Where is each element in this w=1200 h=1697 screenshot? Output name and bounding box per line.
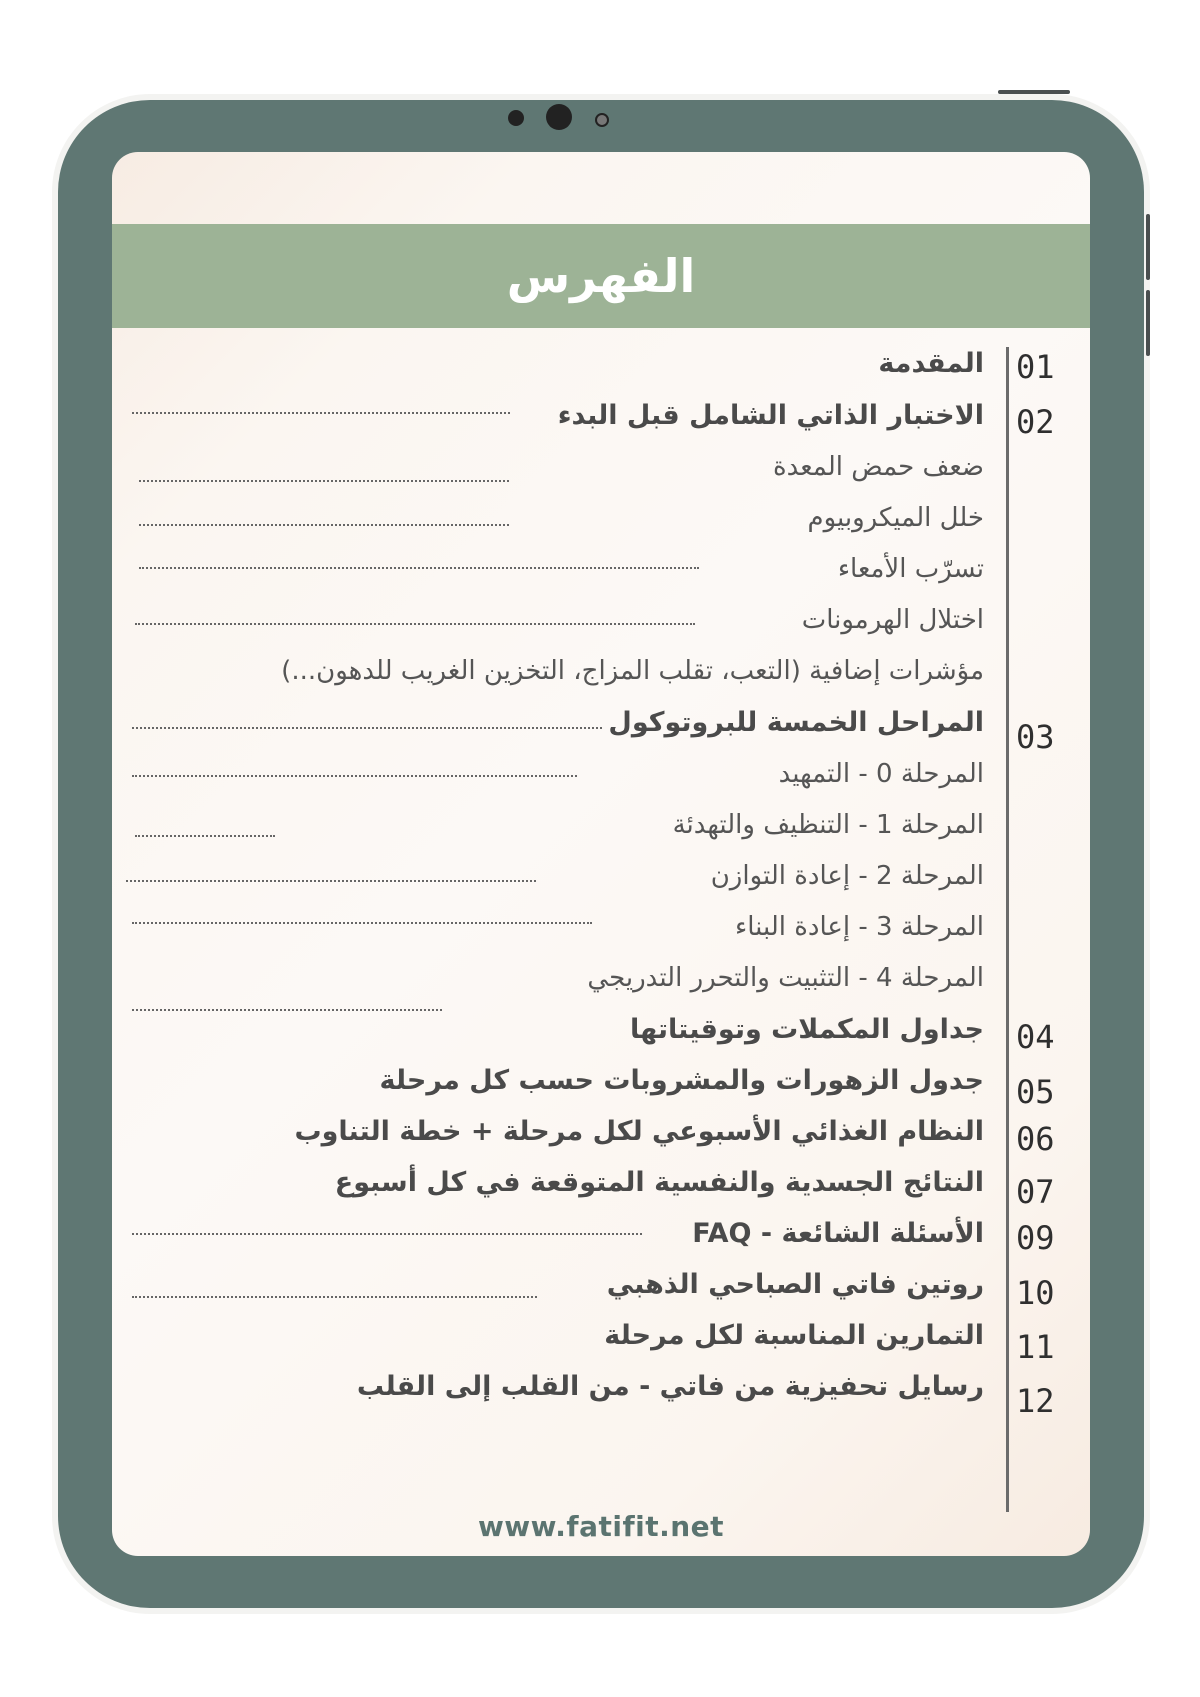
index-divider-line xyxy=(1006,347,1009,1512)
section-number: 11 xyxy=(1016,1328,1055,1366)
toc-subentry: المرحلة 3 - إعادة البناء xyxy=(735,912,984,942)
dotted-leader xyxy=(132,922,592,924)
toc-entry: النظام الغذائي الأسبوعي لكل مرحلة + خطة التناوب xyxy=(294,1116,984,1147)
dotted-leader xyxy=(132,1296,537,1298)
section-number: 04 xyxy=(1016,1018,1055,1056)
section-number: 10 xyxy=(1016,1274,1055,1312)
toc-entry: التمارين المناسبة لكل مرحلة xyxy=(604,1320,984,1351)
toc-subentry: مؤشرات إضافية (التعب، تقلب المزاج، التخزين الغريب للدهون...) xyxy=(281,656,984,686)
dotted-leader xyxy=(139,480,509,482)
dotted-leader xyxy=(135,835,275,837)
toc-entry: الاختبار الذاتي الشامل قبل البدء xyxy=(557,400,984,431)
toc-subentry: ضعف حمض المعدة xyxy=(772,452,984,482)
toc-subentry: المرحلة 2 - إعادة التوازن xyxy=(710,861,984,891)
title-banner xyxy=(112,224,1090,328)
power-button xyxy=(998,90,1070,94)
toc-subentry: خلل الميكروبيوم xyxy=(807,503,984,533)
camera-lens xyxy=(546,104,572,130)
volume-down-button xyxy=(1146,290,1150,356)
volume-up-button xyxy=(1146,214,1150,280)
dotted-leader xyxy=(126,880,536,882)
page-title: الفهرس xyxy=(506,249,696,303)
toc-entry: المقدمة xyxy=(878,348,984,379)
section-number: 06 xyxy=(1016,1120,1055,1158)
dotted-leader xyxy=(132,412,510,414)
section-number: 07 xyxy=(1016,1173,1055,1211)
toc-entry: روتين فاتي الصباحي الذهبي xyxy=(606,1269,984,1300)
dotted-leader xyxy=(135,623,695,625)
dotted-leader xyxy=(139,567,699,569)
toc-entry: رسايل تحفيزية من فاتي - من القلب إلى القلب xyxy=(356,1371,984,1402)
toc-subentry: المرحلة 1 - التنظيف والتهدئة xyxy=(672,810,984,840)
camera-dot-left xyxy=(508,110,524,126)
dotted-leader xyxy=(139,524,509,526)
toc-subentry: تسرّب الأمعاء xyxy=(837,554,984,584)
toc-entry: المراحل الخمسة للبروتوكول xyxy=(608,707,984,738)
section-number: 09 xyxy=(1016,1219,1055,1257)
toc-entry: الأسئلة الشائعة - FAQ xyxy=(692,1218,984,1249)
page-screen xyxy=(112,152,1090,1556)
section-number: 02 xyxy=(1016,403,1055,441)
dotted-leader xyxy=(132,727,602,729)
dotted-leader xyxy=(132,775,577,777)
toc-entry: جداول المكملات وتوقيتاتها xyxy=(629,1014,984,1045)
toc-entry: النتائج الجسدية والنفسية المتوقعة في كل أسبوع xyxy=(334,1167,984,1198)
section-number: 05 xyxy=(1016,1073,1055,1111)
camera-sensor xyxy=(595,113,609,127)
dotted-leader xyxy=(132,1233,642,1235)
section-number: 01 xyxy=(1016,348,1055,386)
toc-subentry: اختلال الهرمونات xyxy=(801,605,984,635)
toc-subentry: المرحلة 0 - التمهيد xyxy=(778,759,984,789)
toc-entry: جدول الزهورات والمشروبات حسب كل مرحلة xyxy=(379,1065,984,1096)
website-url[interactable]: www.fatifit.net xyxy=(477,1510,725,1543)
dotted-leader xyxy=(132,1009,442,1011)
section-number: 12 xyxy=(1016,1382,1055,1420)
section-number: 03 xyxy=(1016,718,1055,756)
toc-subentry: المرحلة 4 - التثبيت والتحرر التدريجي xyxy=(587,963,984,993)
